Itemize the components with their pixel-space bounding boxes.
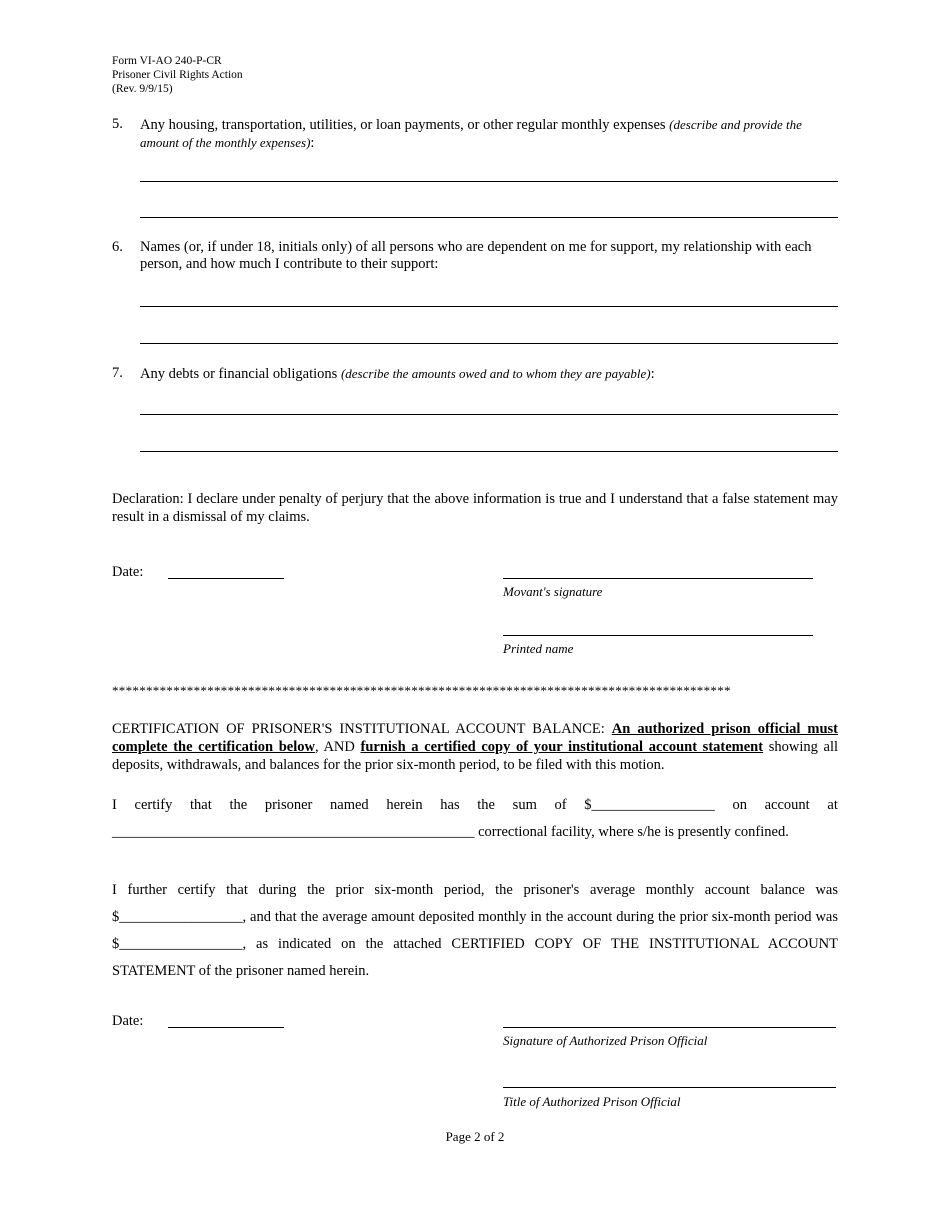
certification-requirement-1: An authorized prison official must complete the certification below — [112, 721, 838, 755]
form-revision: (Rev. 9/9/15) — [112, 83, 173, 95]
form-header — [112, 54, 243, 96]
movant-signature-field[interactable] — [503, 578, 813, 579]
question-text: Any housing, transportation, utilities, or loan payments, or other regular monthly expenses — [140, 117, 670, 133]
word: named — [330, 797, 369, 813]
page-number: Page 2 of 2 — [445, 1129, 505, 1144]
answer-line[interactable] — [140, 306, 838, 307]
official-title-label: Title of Authorized Prison Official — [503, 1094, 681, 1109]
date-label: Date: — [112, 564, 144, 580]
declaration-text: Declaration: I declare under penalty of perjury that the above information is true and I understand that a false statement may result in a dismissal of my claims. — [112, 491, 838, 525]
certification-instructions — [112, 720, 838, 774]
certification-rest: showing all deposits, withdrawals, and balances for the prior six-month period, to be filed with this motion. — [112, 739, 839, 773]
answer-line[interactable] — [140, 414, 838, 415]
question-hint: (describe the amounts owed and to whom they are payable) — [340, 366, 651, 381]
answer-line[interactable] — [140, 217, 838, 218]
printed-name-field[interactable] — [503, 635, 813, 636]
word: on — [732, 797, 747, 813]
word: prisoner — [264, 797, 313, 813]
question-7 — [112, 365, 838, 383]
word: I — [112, 797, 117, 813]
form-title: Prisoner Civil Rights Action — [112, 69, 243, 81]
date-field[interactable] — [168, 578, 284, 579]
certify-balance — [112, 792, 838, 846]
movant-signature-label: Movant's signature — [503, 584, 603, 599]
word: herein — [386, 797, 423, 813]
question-5 — [112, 116, 838, 152]
form-number: Form VI-AO 240-P-CR — [112, 55, 222, 67]
word: sum — [512, 797, 537, 813]
punctuation: : — [650, 366, 655, 382]
word: account — [764, 797, 810, 813]
question-number: 6. — [112, 239, 123, 255]
official-signature-label: Signature of Authorized Prison Official — [503, 1033, 708, 1048]
word: has — [440, 797, 460, 813]
word: of — [554, 797, 567, 813]
answer-line[interactable] — [140, 343, 838, 344]
question-hint: (describe and provide the amount of the monthly expenses) — [140, 117, 802, 150]
certification-requirement-2: furnish a certified copy of your institutional account statement — [360, 739, 764, 755]
answer-line[interactable] — [140, 451, 838, 452]
certify-balance-line-2: __________________________________________________ correctional facility, where s/he is presently confined. — [112, 824, 789, 840]
word: the — [477, 797, 495, 813]
question-number: 7. — [112, 365, 123, 381]
word: at — [827, 797, 838, 813]
printed-name-label: Printed name — [503, 641, 574, 656]
question-text: Any debts or financial obligations — [140, 366, 341, 382]
official-signature-field[interactable] — [503, 1027, 836, 1028]
word: that — [190, 797, 212, 813]
word: the — [229, 797, 248, 813]
certification-and: , AND — [314, 739, 361, 755]
official-date-field[interactable] — [168, 1027, 284, 1028]
official-title-field[interactable] — [503, 1087, 836, 1088]
question-6 — [112, 239, 838, 273]
certification-heading: CERTIFICATION OF PRISONER'S INSTITUTIONAL ACCOUNT BALANCE: — [112, 721, 612, 737]
certify-balance-line-1 — [112, 792, 838, 819]
question-number: 5. — [112, 116, 123, 132]
punctuation: : — [310, 135, 315, 151]
answer-line[interactable] — [140, 181, 838, 182]
section-divider: ******************************************************************************************* — [112, 683, 731, 698]
question-text: Names (or, if under 18, initials only) of all persons who are dependent on me for support, my relationship with each person, and how much I contribute to their support: — [140, 239, 812, 272]
balance-amount-field[interactable]: $_________________ — [584, 797, 715, 813]
word: certify — [134, 797, 173, 813]
certify-averages: I further certify that during the prior six-month period, the prisoner's average monthly account balance was $_________________, and that the average amount deposited monthly in the account during the prior six-month period was $_________________, as indicated on the attached CERTIFIED COPY OF THE INSTITUTIONAL ACCOUNT STATEMENT of the prisoner named herein. — [112, 882, 838, 979]
official-date-label: Date: — [112, 1013, 144, 1029]
